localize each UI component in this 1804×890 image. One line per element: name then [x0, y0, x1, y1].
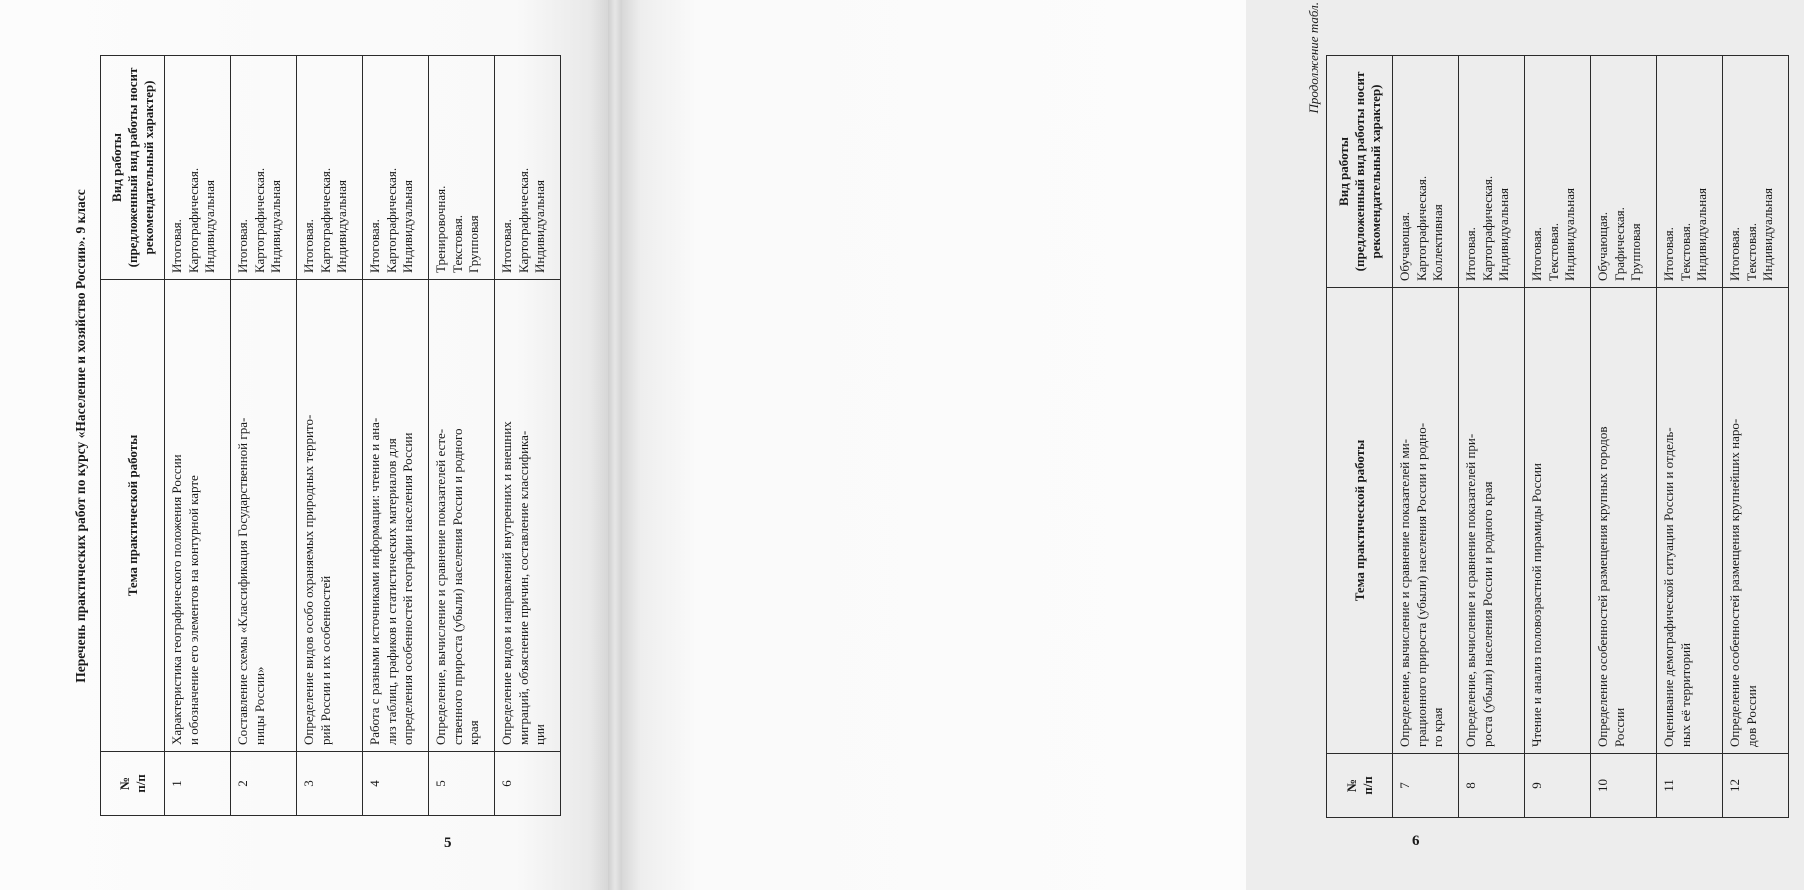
header-topic: Тема практической работы [1327, 288, 1393, 754]
row-topic: Определение, вычисление и сравнение показателей ми- грационного прироста (убыли) населения России и родно- го края [1393, 288, 1459, 754]
row-number: 3 [297, 752, 363, 816]
page-number: 6 [1412, 833, 1420, 849]
table-header-row [101, 56, 165, 816]
row-work-type: Итоговая. Текстовая. Индивидуальная [1657, 56, 1723, 288]
continuation-label: Продолжение табл. [1306, 2, 1321, 114]
row-work-type: Тренировочная. Текстовая. Групповая [429, 56, 495, 280]
table-row [1459, 56, 1525, 818]
header-number: № п/п [101, 752, 165, 816]
table-row [1525, 56, 1591, 818]
right-page [622, 0, 1775, 890]
practical-works-table-continued [1326, 55, 1789, 818]
page-number: 5 [444, 835, 452, 851]
table-title: Перечень практических работ по курсу «Население и хозяйство России». 9 класс [73, 189, 88, 683]
table-row [363, 56, 429, 816]
row-work-type: Итоговая. Картографическая. Индивидуальная [363, 56, 429, 280]
row-number: 2 [231, 752, 297, 816]
row-number: 11 [1657, 754, 1723, 818]
row-topic: Определение особенностей размещения крупнейших наро- дов России [1723, 288, 1789, 754]
row-number: 12 [1723, 754, 1789, 818]
header-work-type: Вид работы (предложенный вид работы носит рекомендательный характер) [1327, 56, 1393, 288]
row-work-type: Итоговая. Картографическая. Индивидуальная [495, 56, 561, 280]
header-number: № п/п [1327, 754, 1393, 818]
row-work-type: Итоговая. Картографическая. Индивидуальная [231, 56, 297, 280]
header-work-type: Вид работы (предложенный вид работы носит рекомендательный характер) [101, 56, 165, 280]
table-row [1657, 56, 1723, 818]
row-number: 6 [495, 752, 561, 816]
table-header-row [1327, 56, 1393, 818]
row-topic: Составление схемы «Классификация Государственной гра- ницы России» [231, 280, 297, 752]
row-topic: Определение особенностей размещения крупных городов России [1591, 288, 1657, 754]
table-row [231, 56, 297, 816]
row-topic: Определение, вычисление и сравнение показателей есте- ственного прироста (убыли) населения России и родного края [429, 280, 495, 752]
row-number: 4 [363, 752, 429, 816]
header-topic: Тема практической работы [101, 280, 165, 752]
row-topic: Определение видов и направлений внутренних и внешних миграций, объяснение причин, составление классифика- ции [495, 280, 561, 752]
table-row [297, 56, 363, 816]
row-work-type: Обучающая. Графическая. Групповая [1591, 56, 1657, 288]
row-topic: Оценивание демографической ситуации России и отдель- ных её территорий [1657, 288, 1723, 754]
row-topic: Определение, вычисление и сравнение показателей при- роста (убыли) населения России и родного края [1459, 288, 1525, 754]
row-number: 10 [1591, 754, 1657, 818]
row-work-type: Итоговая. Текстовая. Индивидуальная [1723, 56, 1789, 288]
table-row [1591, 56, 1657, 818]
practical-works-table [100, 55, 561, 816]
right-page-content [1304, 2, 1804, 818]
row-work-type: Итоговая. Текстовая. Индивидуальная [1525, 56, 1591, 288]
row-work-type: Итоговая. Картографическая. Индивидуальная [165, 56, 231, 280]
row-number: 1 [165, 752, 231, 816]
row-number: 5 [429, 752, 495, 816]
left-page-content [68, 56, 568, 816]
table-row [1723, 56, 1789, 818]
row-topic: Определение видов особо охраняемых природных террито- рий России и их особенностей [297, 280, 363, 752]
table-row [429, 56, 495, 816]
left-page [0, 0, 608, 890]
row-topic: Характеристика географического положения России и обозначение его элементов на контурной карте [165, 280, 231, 752]
row-number: 7 [1393, 754, 1459, 818]
table-row [1393, 56, 1459, 818]
row-topic: Чтение и анализ половозрастной пирамиды России [1525, 288, 1591, 754]
row-topic: Работа с разными источниками информации: чтение и ана- лиз таблиц, графиков и статистических материалов для определения особенностей географии населения России [363, 280, 429, 752]
row-work-type: Итоговая. Картографическая. Индивидуальная [297, 56, 363, 280]
row-work-type: Обучающая. Картографическая. Коллективная [1393, 56, 1459, 288]
row-work-type: Итоговая. Картографическая. Индивидуальная [1459, 56, 1525, 288]
book-gutter [608, 0, 622, 890]
row-number: 9 [1525, 754, 1591, 818]
table-row [495, 56, 561, 816]
row-number: 8 [1459, 754, 1525, 818]
table-row [165, 56, 231, 816]
